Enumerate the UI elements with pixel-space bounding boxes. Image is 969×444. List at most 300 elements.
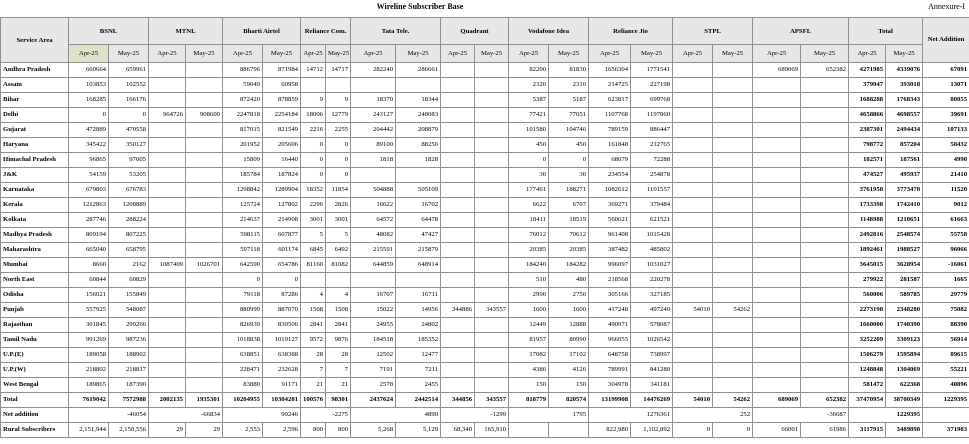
- value-cell: 652382: [801, 63, 849, 78]
- value-cell: [441, 378, 475, 393]
- total-cell: 187561: [886, 153, 923, 168]
- value-cell: [801, 228, 849, 243]
- value-cell: 18519: [549, 213, 589, 228]
- value-cell: 60829: [109, 273, 149, 288]
- value-cell: 1298842: [223, 183, 263, 198]
- month-header-may: May-25: [886, 45, 923, 63]
- value-cell: [149, 168, 186, 183]
- value-cell: 9: [301, 93, 326, 108]
- value-cell: 1656304: [589, 63, 631, 78]
- value-cell: [673, 363, 713, 378]
- value-cell: 1019127: [263, 333, 301, 348]
- value-cell: 12888: [549, 318, 589, 333]
- value-cell: 654786: [263, 258, 301, 273]
- value-cell: [441, 273, 475, 288]
- service-area-cell: Mumbai: [1, 258, 69, 273]
- value-cell: 60844: [69, 273, 109, 288]
- value-cell: [441, 123, 475, 138]
- month-header-apr: Apr-25: [441, 45, 475, 63]
- value-cell: 5: [301, 228, 326, 243]
- value-cell: 1771541: [631, 63, 673, 78]
- value-cell: 417248: [589, 303, 631, 318]
- value-cell: [186, 243, 223, 258]
- value-cell: 607877: [263, 228, 301, 243]
- value-cell: 800: [301, 423, 326, 438]
- value-cell: 54010: [673, 303, 713, 318]
- value-cell: [475, 258, 509, 273]
- value-cell: 70612: [549, 228, 589, 243]
- value-cell: [475, 348, 509, 363]
- value-cell: [475, 168, 509, 183]
- service-area-cell: Kerala: [1, 198, 69, 213]
- value-cell: [673, 63, 713, 78]
- value-cell: [753, 333, 801, 348]
- value-cell: 6707: [549, 198, 589, 213]
- value-cell: [441, 168, 475, 183]
- value-cell: 21: [326, 378, 351, 393]
- total-cell: 495937: [886, 168, 923, 183]
- value-cell: [801, 258, 849, 273]
- value-cell: 652382: [801, 393, 849, 408]
- value-cell: [475, 183, 509, 198]
- value-cell: 809194: [69, 228, 109, 243]
- value-cell: 379484: [631, 198, 673, 213]
- value-cell: [186, 168, 223, 183]
- value-cell: 204442: [351, 123, 396, 138]
- value-cell: 2002135: [149, 393, 186, 408]
- value-cell: 638851: [223, 348, 263, 363]
- value-cell: 79118: [223, 288, 263, 303]
- value-cell: 4386: [509, 363, 549, 378]
- service-area-cell: Delhi: [1, 108, 69, 123]
- value-cell: [713, 318, 753, 333]
- value-cell: [475, 153, 509, 168]
- total-cell: 37470954: [849, 393, 886, 408]
- value-cell: 1600: [509, 303, 549, 318]
- value-cell: 886447: [631, 123, 673, 138]
- value-cell: 1212863: [69, 198, 109, 213]
- value-cell: [351, 78, 396, 93]
- month-header-may: May-25: [549, 45, 589, 63]
- value-cell: 12779: [326, 108, 351, 123]
- total-cell: 1304069: [886, 363, 923, 378]
- value-cell: 87286: [263, 288, 301, 303]
- value-cell: 161848: [589, 138, 631, 153]
- value-cell: 826939: [223, 318, 263, 333]
- value-cell: 7572988: [109, 393, 149, 408]
- value-cell: [149, 318, 186, 333]
- value-cell: 679803: [69, 183, 109, 198]
- value-cell: 344886: [441, 303, 475, 318]
- value-cell: 189865: [69, 378, 109, 393]
- value-cell: 597118: [223, 243, 263, 258]
- value-cell: [673, 108, 713, 123]
- net-addition-cell: 1229395: [923, 393, 969, 408]
- value-cell: 1101557: [631, 183, 673, 198]
- month-header-apr: Apr-25: [301, 45, 326, 63]
- value-cell: 350127: [109, 138, 149, 153]
- value-cell: 0: [69, 108, 109, 123]
- value-cell: 1818: [351, 153, 396, 168]
- value-cell: [186, 378, 223, 393]
- value-cell: 81082: [326, 258, 351, 273]
- value-cell: [673, 333, 713, 348]
- value-cell: 91171: [263, 378, 301, 393]
- value-cell: 17082: [509, 348, 549, 363]
- value-cell: 16622: [351, 198, 396, 213]
- value-cell: [441, 63, 475, 78]
- value-cell: 789159: [589, 123, 631, 138]
- value-cell: 871984: [263, 63, 301, 78]
- company-header: APSFL: [753, 18, 849, 45]
- header-row-companies: [1, 18, 969, 45]
- value-cell: [186, 78, 223, 93]
- value-cell: 81830: [549, 63, 589, 78]
- table-row: [1, 93, 969, 108]
- value-cell: 81160: [301, 258, 326, 273]
- value-cell: 343557: [475, 393, 509, 408]
- value-cell: [713, 93, 753, 108]
- value-cell: [149, 243, 186, 258]
- value-cell: [149, 288, 186, 303]
- value-cell: 658795: [109, 243, 149, 258]
- net-addition-value-cell: 4890: [351, 408, 441, 423]
- value-cell: 100576: [301, 393, 326, 408]
- value-cell: [673, 228, 713, 243]
- total-cell: 2492816: [849, 228, 886, 243]
- value-cell: [713, 333, 753, 348]
- value-cell: [186, 213, 223, 228]
- value-cell: 2247818: [223, 108, 263, 123]
- annexure-label: Annexure-I: [928, 2, 965, 11]
- value-cell: [673, 93, 713, 108]
- value-cell: [396, 78, 441, 93]
- service-area-cell: Total: [1, 393, 69, 408]
- value-cell: 557925: [69, 303, 109, 318]
- value-cell: [753, 153, 801, 168]
- table-row: [1, 213, 969, 228]
- table-row: [1, 168, 969, 183]
- value-cell: 2216: [301, 123, 326, 138]
- value-cell: [713, 198, 753, 213]
- value-cell: 2255: [326, 123, 351, 138]
- value-cell: 7619042: [69, 393, 109, 408]
- value-cell: [801, 318, 849, 333]
- value-cell: 5187: [549, 93, 589, 108]
- value-cell: 9876: [326, 333, 351, 348]
- value-cell: 1508: [326, 303, 351, 318]
- net-addition-cell: 11520: [923, 183, 969, 198]
- value-cell: 2310: [549, 78, 589, 93]
- value-cell: [801, 123, 849, 138]
- total-cell: 1748390: [886, 318, 923, 333]
- value-cell: [149, 138, 186, 153]
- value-cell: 53205: [109, 168, 149, 183]
- value-cell: 288224: [109, 213, 149, 228]
- value-cell: 1508: [301, 303, 326, 318]
- total-cell: 2494434: [886, 123, 923, 138]
- value-cell: 560621: [589, 213, 631, 228]
- table-row: [1, 123, 969, 138]
- value-cell: 387482: [589, 243, 631, 258]
- value-cell: [673, 198, 713, 213]
- value-cell: 1289904: [263, 183, 301, 198]
- value-cell: 644859: [351, 258, 396, 273]
- value-cell: 83880: [223, 378, 263, 393]
- value-cell: 689069: [753, 63, 801, 78]
- value-cell: [801, 78, 849, 93]
- value-cell: [351, 273, 396, 288]
- month-header-may: May-25: [109, 45, 149, 63]
- value-cell: 184518: [351, 333, 396, 348]
- table-row: [1, 138, 969, 153]
- value-cell: 20385: [549, 243, 589, 258]
- value-cell: 369271: [589, 198, 631, 213]
- value-cell: [351, 168, 396, 183]
- value-cell: [149, 123, 186, 138]
- total-cell: 4271985: [849, 63, 886, 78]
- value-cell: [753, 348, 801, 363]
- month-header-may: May-25: [263, 45, 301, 63]
- value-cell: [801, 168, 849, 183]
- table-row: [1, 153, 969, 168]
- value-cell: 659961: [109, 63, 149, 78]
- value-cell: 125724: [223, 198, 263, 213]
- value-cell: [753, 183, 801, 198]
- total-cell: 4698557: [886, 108, 923, 123]
- value-cell: [713, 273, 753, 288]
- value-cell: [441, 138, 475, 153]
- value-cell: 0: [301, 138, 326, 153]
- value-cell: [475, 243, 509, 258]
- value-cell: [475, 318, 509, 333]
- value-cell: [713, 288, 753, 303]
- value-cell: 2,596: [263, 423, 301, 438]
- month-header-apr: Apr-25: [509, 45, 549, 63]
- value-cell: 185352: [396, 333, 441, 348]
- value-cell: [801, 243, 849, 258]
- value-cell: [673, 138, 713, 153]
- value-cell: 2437624: [351, 393, 396, 408]
- value-cell: 2826: [326, 198, 351, 213]
- value-cell: 156021: [69, 288, 109, 303]
- value-cell: [753, 168, 801, 183]
- total-cell: 1660000: [849, 318, 886, 333]
- net-addition-row: [1, 408, 969, 423]
- value-cell: [186, 183, 223, 198]
- value-cell: [673, 123, 713, 138]
- value-cell: 343557: [475, 303, 509, 318]
- value-cell: [673, 168, 713, 183]
- value-cell: 0: [263, 273, 301, 288]
- value-cell: 24955: [351, 318, 396, 333]
- value-cell: [149, 228, 186, 243]
- value-cell: [149, 63, 186, 78]
- value-cell: 16702: [396, 198, 441, 213]
- table-row: [1, 363, 969, 378]
- company-header: Reliance Com.: [301, 18, 351, 45]
- value-cell: 14712: [301, 63, 326, 78]
- value-cell: [441, 228, 475, 243]
- value-cell: [149, 333, 186, 348]
- value-cell: 822,980: [589, 423, 631, 438]
- value-cell: 10304201: [263, 393, 301, 408]
- value-cell: 21: [301, 378, 326, 393]
- value-cell: 68,340: [441, 423, 475, 438]
- total-cell: 3761958: [849, 183, 886, 198]
- value-cell: 248083: [396, 108, 441, 123]
- value-cell: 81957: [509, 333, 549, 348]
- value-cell: 47427: [396, 228, 441, 243]
- value-cell: 0: [326, 168, 351, 183]
- value-cell: 18370: [351, 93, 396, 108]
- value-cell: 102552: [109, 78, 149, 93]
- value-cell: 621521: [631, 213, 673, 228]
- value-cell: 642590: [223, 258, 263, 273]
- month-header-apr: Apr-25: [69, 45, 109, 63]
- total-cell: 560006: [849, 288, 886, 303]
- company-header: Total: [849, 18, 923, 45]
- value-cell: 6492: [326, 243, 351, 258]
- value-cell: 208879: [396, 123, 441, 138]
- value-cell: [186, 63, 223, 78]
- total-cell: 798772: [849, 138, 886, 153]
- total-cell: 3309123: [886, 333, 923, 348]
- value-cell: 807225: [109, 228, 149, 243]
- service-area-cell: Punjab: [1, 303, 69, 318]
- value-cell: 150: [549, 378, 589, 393]
- value-cell: 77051: [549, 108, 589, 123]
- net-addition-cell: 58432: [923, 138, 969, 153]
- company-header: Bharti Airtel: [223, 18, 301, 45]
- value-cell: 82200: [509, 63, 549, 78]
- value-cell: [801, 183, 849, 198]
- value-cell: 97005: [109, 153, 149, 168]
- value-cell: 2841: [326, 318, 351, 333]
- service-area-cell: Gujarat: [1, 123, 69, 138]
- value-cell: [186, 273, 223, 288]
- value-cell: 12477: [396, 348, 441, 363]
- value-cell: [186, 333, 223, 348]
- value-cell: 820574: [549, 393, 589, 408]
- value-cell: 18411: [509, 213, 549, 228]
- value-cell: [301, 78, 326, 93]
- value-cell: 150: [509, 378, 549, 393]
- value-cell: 228471: [223, 363, 263, 378]
- value-cell: 14476269: [631, 393, 673, 408]
- net-addition-cell: 75082: [923, 303, 969, 318]
- value-cell: 1107768: [589, 108, 631, 123]
- value-cell: 201952: [223, 138, 263, 153]
- value-cell: 598115: [223, 228, 263, 243]
- value-cell: [186, 123, 223, 138]
- value-cell: 30: [509, 168, 549, 183]
- value-cell: 243127: [351, 108, 396, 123]
- value-cell: 101580: [509, 123, 549, 138]
- value-cell: [713, 258, 753, 273]
- service-area-cell: Assam: [1, 78, 69, 93]
- value-cell: 6845: [301, 243, 326, 258]
- value-cell: 601174: [263, 243, 301, 258]
- value-cell: 485802: [631, 243, 673, 258]
- value-cell: 96865: [69, 153, 109, 168]
- service-area-cell: Himachal Pradesh: [1, 153, 69, 168]
- net-addition-value-cell: -66834: [149, 408, 223, 423]
- service-area-header: Service Area: [1, 18, 69, 63]
- value-cell: [441, 213, 475, 228]
- net-addition-value-cell: 252: [673, 408, 753, 423]
- value-cell: 2841: [301, 318, 326, 333]
- table-row: [1, 333, 969, 348]
- value-cell: [713, 108, 753, 123]
- value-cell: 1018838: [223, 333, 263, 348]
- value-cell: [475, 333, 509, 348]
- value-cell: 1015428: [631, 228, 673, 243]
- value-cell: 1197860: [631, 108, 673, 123]
- company-header: MTNL: [149, 18, 223, 45]
- value-cell: 227198: [631, 78, 673, 93]
- value-cell: 0: [713, 423, 753, 438]
- value-cell: 1026701: [186, 258, 223, 273]
- value-cell: [673, 258, 713, 273]
- value-cell: 232628: [263, 363, 301, 378]
- net-addition-cell: 39691: [923, 108, 969, 123]
- value-cell: [801, 378, 849, 393]
- value-cell: 28: [326, 348, 351, 363]
- value-cell: 89100: [351, 138, 396, 153]
- value-cell: 24802: [396, 318, 441, 333]
- net-addition-cell: 67091: [923, 63, 969, 78]
- value-cell: 841280: [631, 363, 673, 378]
- value-cell: [801, 273, 849, 288]
- value-cell: 7211: [396, 363, 441, 378]
- value-cell: 548087: [109, 303, 149, 318]
- value-cell: 2455: [396, 378, 441, 393]
- service-area-cell: U.P.(E): [1, 348, 69, 363]
- value-cell: 189058: [69, 348, 109, 363]
- value-cell: [673, 243, 713, 258]
- value-cell: 166176: [109, 93, 149, 108]
- value-cell: 450: [509, 138, 549, 153]
- value-cell: [753, 258, 801, 273]
- table-row: [1, 183, 969, 198]
- total-cell: 3645015: [849, 258, 886, 273]
- value-cell: [801, 363, 849, 378]
- value-cell: 665040: [69, 243, 109, 258]
- value-cell: 177461: [509, 183, 549, 198]
- month-header-apr: Apr-25: [589, 45, 631, 63]
- value-cell: 9: [326, 93, 351, 108]
- value-cell: 2320: [509, 78, 549, 93]
- value-cell: 14956: [396, 303, 441, 318]
- value-cell: [186, 318, 223, 333]
- value-cell: 880999: [223, 303, 263, 318]
- value-cell: 964726: [149, 108, 186, 123]
- value-cell: 77421: [509, 108, 549, 123]
- value-cell: 6622: [509, 198, 549, 213]
- value-cell: 4126: [549, 363, 589, 378]
- table-row: [1, 423, 969, 438]
- value-cell: 12502: [351, 348, 396, 363]
- value-cell: 908600: [186, 108, 223, 123]
- page-title: Wireline Subscriber Base: [376, 2, 464, 11]
- table-row: [1, 228, 969, 243]
- value-cell: 16440: [263, 153, 301, 168]
- value-cell: 676783: [109, 183, 149, 198]
- service-area-cell: Andhra Pradesh: [1, 63, 69, 78]
- value-cell: [396, 168, 441, 183]
- subscriber-table: [0, 17, 969, 438]
